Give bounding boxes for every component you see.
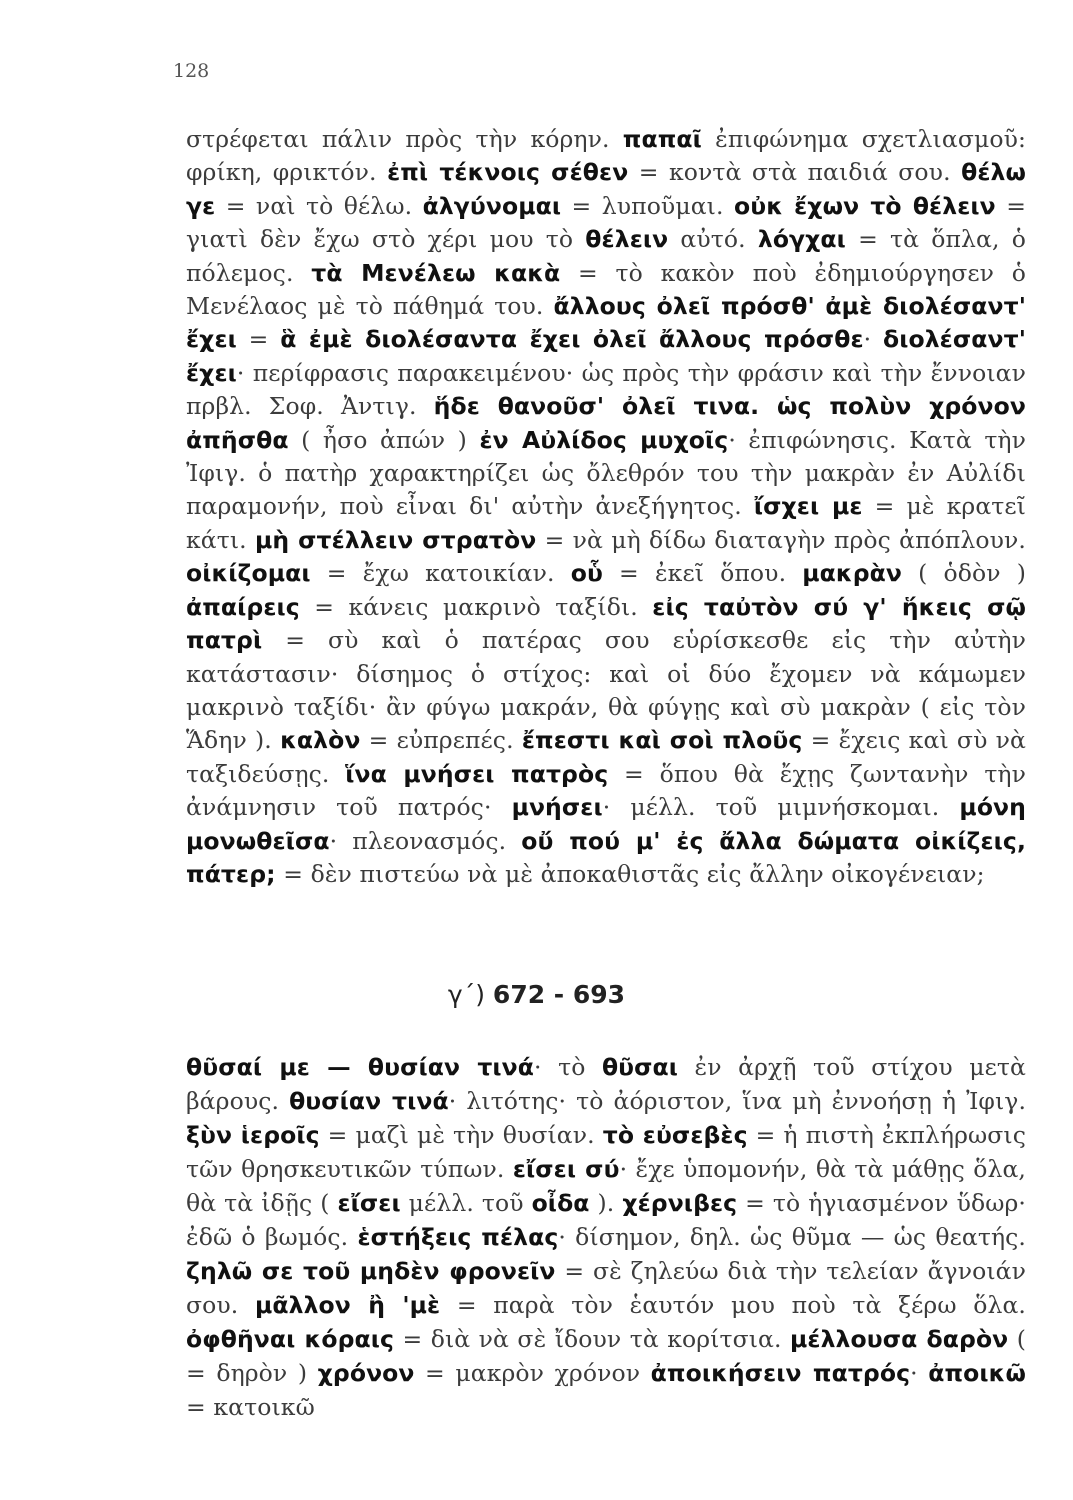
lemma-term: ἔπεστι καὶ σοὶ πλοῦς xyxy=(521,726,803,755)
lemma-term: μόνη μονωθεῖσα xyxy=(186,793,1026,855)
gloss-text: · ἐπιφώνησις. Κατὰ τὴν Ἰφιγ. ὁ πατὴρ χαρακτηρίζει ὡς ὄλεθρόν του τὴν μακρὰν ἐν Αὐλίδι παραμονήν, ποὺ εἶναι δι' αὐτὴν ἀνεξήγητος. xyxy=(186,425,1026,521)
lemma-term: θέλειν xyxy=(585,225,669,254)
gloss-text: = ναὶ τὸ θέλω. xyxy=(215,191,423,220)
lemma-term: οἰκίζομαι xyxy=(186,559,311,588)
gloss-text: = παρὰ τὸν ἑαυτόν μου ποὺ τὰ ξέρω ὅλα. xyxy=(440,1291,1027,1319)
gloss-text: = κοντὰ στὰ παιδιά σου. xyxy=(628,158,962,187)
section-line-range: 672 - 693 xyxy=(492,980,626,1009)
gloss-text: · ἔχε ὑπομονήν, θὰ τὰ μάθῃς ὅλα, θὰ τὰ ἰδῇς ( xyxy=(186,1155,1026,1217)
gloss-text: · τὸ xyxy=(534,1053,602,1081)
lemma-term: μὴ στέλλειν στρατὸν xyxy=(254,525,537,554)
lemma-term: ἄλλους ὀλεῖ πρόσθ' ἀμὲ διολέσαντ' ἔχει xyxy=(186,292,1026,354)
gloss-text: = λυποῦμαι. xyxy=(561,191,734,220)
gloss-text: ( ἦσο ἀπών ) xyxy=(288,425,480,454)
gloss-text: · xyxy=(863,325,883,354)
gloss-text: = ἡ πιστὴ ἐκπλήρωσις τῶν θρησκευτικῶν τύπων. xyxy=(186,1121,1026,1183)
lemma-term: ἀπαίρεις xyxy=(186,592,300,621)
lemma-term: ἴσχει με xyxy=(753,492,863,521)
gloss-text: = εὐπρεπές. xyxy=(360,726,522,755)
commentary-paragraph-1 xyxy=(186,123,1026,891)
lemma-term: εἴσει xyxy=(337,1189,401,1217)
gloss-text: = γιατὶ δὲν ἔχω στὸ χέρι μου τὸ xyxy=(186,191,1026,254)
lemma-term: ζηλῶ σε τοῦ μηδὲν φρονεῖν xyxy=(186,1257,556,1285)
gloss-text: αὐτό. xyxy=(668,225,758,254)
gloss-text: = ἐκεῖ ὅπου. xyxy=(602,559,803,588)
lemma-term: θυσίαν τινά xyxy=(289,1087,449,1115)
lemma-term: μέλλουσα δαρὸν xyxy=(790,1325,1009,1353)
gloss-text: = ὅπου θὰ ἔχῃς ζωντανὴν τὴν ἀνάμνησιν τοῦ πατρός· xyxy=(186,759,1026,822)
gloss-text: = μὲ κρατεῖ κάτι. xyxy=(186,492,1026,554)
lemma-term: χρόνον xyxy=(317,1359,415,1387)
lemma-term: ἐπὶ τέκνοις σέθεν xyxy=(387,158,629,187)
lemma-term: ἃ ἐμὲ διολέσαντα ἔχει ὀλεῖ ἄλλους πρόσθε xyxy=(280,325,864,354)
lemma-term: θῦσαί με — θυσίαν τινά xyxy=(186,1053,535,1081)
lemma-term: ἥδε θανοῦσ' ὀλεῖ τινα. ὡς πολὺν χρόνον ἀπῆσθα xyxy=(186,392,1026,454)
gloss-text: · περίφρασις παρακειμένου· ὡς πρὸς τὴν φράσιν καὶ τὴν ἔννοιαν πρβλ. Σοφ. Ἀντιγ. xyxy=(186,358,1026,421)
gloss-text: · δίσημον, δηλ. ὡς θῦμα — ὡς θεατής. xyxy=(558,1223,1026,1251)
lemma-term: ἵνα μνήσει πατρὸς xyxy=(345,759,609,788)
gloss-text: στρέφεται πάλιν πρὸς τὴν κόρην. xyxy=(186,125,623,153)
lemma-term: ξὺν ἱεροῖς xyxy=(186,1121,320,1149)
lemma-term: ἐν Αὐλίδος μυχοῖς xyxy=(479,425,729,454)
gloss-text: = δὲν πιστεύω νὰ μὲ ἀποκαθιστᾶς εἰς ἄλλην οἰκογένειαν; xyxy=(275,859,985,888)
section-label: γ΄) xyxy=(447,980,485,1009)
gloss-text: = μαζὶ μὲ τὴν θυσίαν. xyxy=(319,1121,603,1149)
lemma-term: ἑστήξεις πέλας xyxy=(357,1223,559,1251)
lemma-term: ὀφθῆναι κόραις xyxy=(186,1325,395,1353)
gloss-text: = ἔχω κατοικίαν. xyxy=(310,559,571,588)
gloss-text: = σὲ ζηλεύω διὰ τὴν τελείαν ἄγνοιάν σου. xyxy=(186,1257,1027,1319)
gloss-text: = ἔχεις καὶ σὺ νὰ ταξιδεύσῃς. xyxy=(186,726,1027,788)
gloss-text: · μέλλ. τοῦ μιμνήσκομαι. xyxy=(602,793,960,822)
gloss-text: · xyxy=(910,1359,929,1387)
gloss-text: = σὺ καὶ ὁ πατέρας σου εὑρίσκεσθε εἰς τὴν αὐτὴν κατάστασιν· δίσημος ὁ στίχος: καὶ οἱ δύο ἔχομεν νὰ κάμωμεν μακρινὸ ταξίδι· ἂν φύγω μακράν, θὰ φύγῃς καὶ σὺ μακρὰν ( εἰς τὸν Ἅδην ). xyxy=(186,626,1026,755)
lemma-term: εἴσει σύ xyxy=(512,1155,620,1183)
gloss-text: = xyxy=(236,325,281,354)
lemma-term: διολέσαντ' ἔχει xyxy=(186,325,1027,387)
lemma-term: χέρνιβες xyxy=(622,1189,738,1217)
lemma-term: ἀλγύνομαι xyxy=(422,191,562,220)
lemma-term: τὸ εὐσεβὲς xyxy=(602,1121,748,1149)
lemma-term: ἀποικήσειν πατρός xyxy=(650,1359,911,1387)
lemma-term: εἰς ταὐτὸν σύ γ' ἥκεις σῷ πατρὶ xyxy=(186,592,1026,655)
gloss-text: ( ὁδὸν ) xyxy=(901,559,1026,588)
lemma-term: μακρὰν xyxy=(802,559,902,588)
commentary-paragraph-2 xyxy=(186,1050,1026,1424)
lemma-term: παπαῖ xyxy=(622,125,702,153)
gloss-text: = νὰ μὴ δίδω διαταγὴν πρὸς ἀπόπλουν. xyxy=(536,525,1026,554)
gloss-text: = κατοικῶ xyxy=(186,1393,315,1421)
page-number: 128 xyxy=(173,60,210,82)
lemma-term: λόγχαι xyxy=(757,225,846,254)
lemma-term: οὔ πού μ' ἐς ἄλλα δώματα οἰκίζεις, πάτερ; xyxy=(186,826,1026,888)
gloss-text: = τὸ κακὸν ποὺ ἐδημιούργησεν ὁ Μενέλαος μὲ τὸ πάθημά του. xyxy=(186,258,1026,321)
lemma-term: καλὸν xyxy=(280,726,361,755)
gloss-text: = κάνεις μακρινὸ ταξίδι. xyxy=(299,592,653,621)
gloss-text: μέλλ. τοῦ xyxy=(400,1189,532,1217)
lemma-term: οὗ xyxy=(570,559,603,588)
gloss-text: ἐπιφώνημα σχετλιασμοῦ: φρίκη, φρικτόν. xyxy=(186,125,1026,187)
gloss-text: ( = δηρὸν ) xyxy=(186,1325,1026,1387)
section-heading xyxy=(0,980,1073,1009)
gloss-text: = μακρὸν χρόνον xyxy=(414,1359,651,1387)
gloss-text: = τὰ ὅπλα, ὁ πόλεμος. xyxy=(186,225,1026,287)
lemma-term: θῦσαι xyxy=(601,1053,679,1081)
lemma-term: θέλω γε xyxy=(186,158,1026,220)
gloss-text: = διὰ νὰ σὲ ἴδουν τὰ κορίτσια. xyxy=(394,1325,791,1353)
gloss-text: = τὸ ἡγιασμένον ὕδωρ· ἐδῶ ὁ βωμός. xyxy=(186,1189,1027,1251)
lemma-term: τὰ Μενέλεω κακὰ xyxy=(311,258,561,287)
lemma-term: μᾶλλον ἢ 'μὲ xyxy=(254,1291,441,1319)
gloss-text: ἐν ἀρχῇ τοῦ στίχου μετὰ βάρους. xyxy=(186,1053,1026,1115)
gloss-text: · πλεονασμός. xyxy=(329,826,522,855)
gloss-text: · λιτότης· τὸ ἀόριστον, ἵνα μὴ ἐννοήσῃ ἡ Ἰφιγ. xyxy=(448,1087,1027,1115)
lemma-term: μνήσει xyxy=(511,793,603,822)
lemma-term: οὐκ ἔχων τὸ θέλειν xyxy=(733,191,996,220)
lemma-term: οἶδα xyxy=(531,1189,590,1217)
gloss-text: ). xyxy=(589,1189,623,1217)
lemma-term: ἀποικῶ xyxy=(928,1359,1027,1387)
